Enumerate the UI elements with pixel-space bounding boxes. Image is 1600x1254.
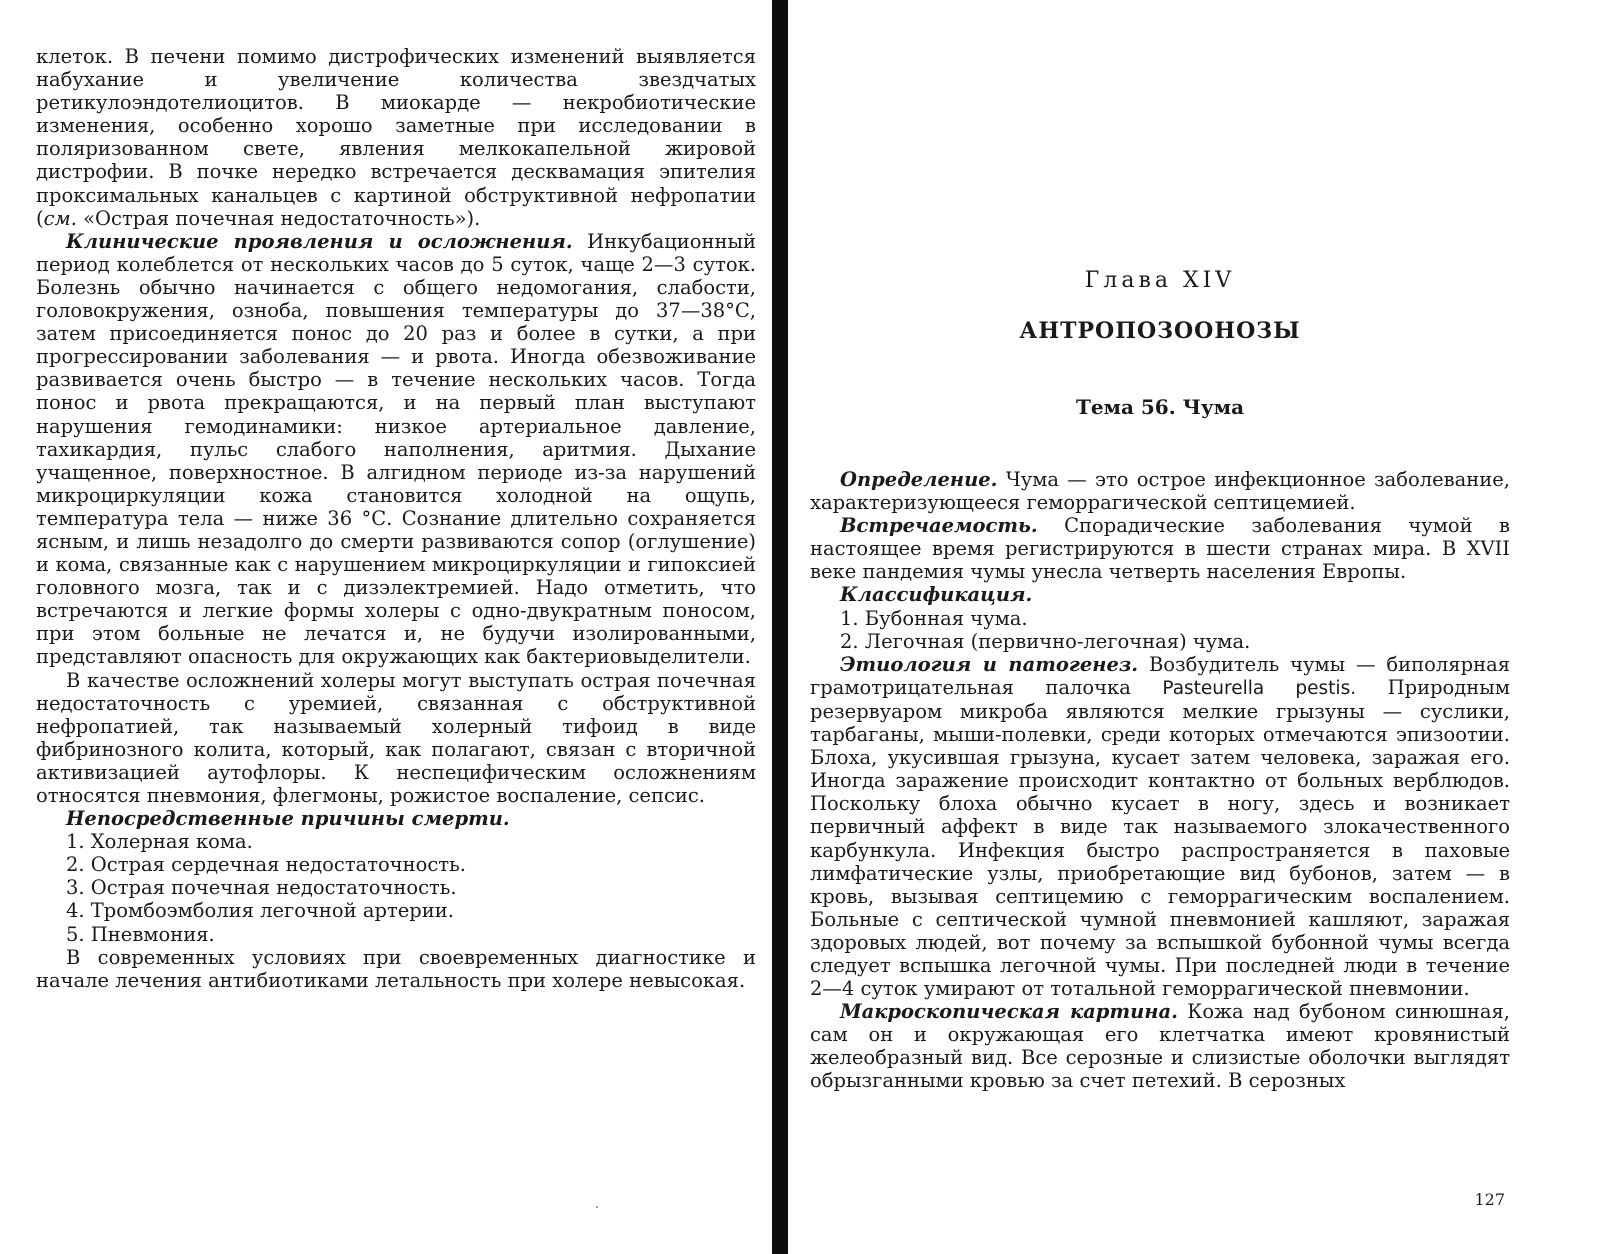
run-in-heading: Определение. bbox=[840, 468, 998, 491]
topic-title: Тема 56. Чума bbox=[1075, 395, 1245, 419]
paragraph-definition bbox=[810, 468, 1510, 514]
paragraph-liver-myocardium bbox=[36, 45, 756, 230]
run-in-heading: Классификация. bbox=[840, 583, 1033, 607]
right-text-column bbox=[810, 468, 1510, 1093]
book-gutter bbox=[772, 0, 788, 1254]
list-item: 5. Пневмония. bbox=[66, 922, 215, 946]
list-item: 2. Острая сердечная недостаточность. bbox=[66, 853, 466, 877]
see-reference: см. bbox=[43, 206, 77, 230]
paragraph-complications: В качестве осложнений холеры могут выступать острая почечная недостаточность с уремией, связанная с обструктивной нефропатией, так называемый холерный тифоид в виде фибринозного колита, который, как полагают, связан с вторичной активизацией аутофлоры. К неспецифическим осложнениям относятся пневмония, флегмоны, рожистое воспаление, сепсис. bbox=[36, 668, 756, 807]
right-page bbox=[790, 0, 1600, 1254]
list-item: 4. Тромбоэмболия легочной артерии. bbox=[66, 899, 454, 923]
left-page bbox=[0, 0, 770, 1254]
paragraph-occurrence bbox=[810, 514, 1510, 583]
paragraph-etiology bbox=[810, 653, 1510, 1000]
list-item: 3. Острая почечная недостаточность. bbox=[66, 876, 457, 900]
run-in-heading: Клинические проявления и осложнения. bbox=[66, 229, 573, 253]
paragraph-text: Возбудитель чумы — биполярная грамотрицательная палочка bbox=[810, 652, 1511, 699]
paragraph-macroscopic bbox=[810, 1000, 1510, 1092]
causes-heading bbox=[36, 807, 756, 830]
paragraph-text: Спорадические заболевания чумой в настоящее время регистрируются в шести странах мира. В XVII веке пандемия чумы унесла четверть населения Европы. bbox=[810, 514, 1510, 584]
list-item: 1. Холерная кома. bbox=[66, 830, 253, 854]
run-in-heading: Встречаемость. bbox=[840, 514, 1038, 538]
paragraph-text: Инкубационный период колеблется от нескольких часов до 5 суток, чаще 2—3 суток. Болезнь обычно начинается с общего недомогания, слабости, головокружения, озноба, повышения температуры до 37—38°С, затем присоединяется понос до 20 раз и более в сутки, а при прогрессировании заболевания — и рвота. Иногда обезвоживание развивается очень быстро — в течение нескольких часов. Тогда понос и рвота прекращаются, и на первый план выступают нарушения гемодинамики: низкое артериальное давление, тахикардия, пульс слабого наполнения, аритмия. Дыхание учащенное, поверхностное. В алгидном периоде из-за нарушений микроциркуляции кожа становится холодной на ощупь, температура тела — ниже 36 °С. Сознание длительно сохраняется ясным, и лишь незадолго до смерти развиваются сопор (оглушение) и кома, связанные как с нарушением микроциркуляции и гипоксией головного мозга, так и с дизэлектремией. Надо отметить, что встречаются и легкие формы холеры с одно-двукратным поносом, при этом больные не лечатся и, не будучи изолированными, представляют опасность для окружающих как бактериовыделители. bbox=[36, 229, 756, 669]
classification-heading bbox=[810, 583, 1510, 606]
run-in-heading: Непосредственные причины смерти. bbox=[66, 807, 510, 831]
paragraph-text: Природным резервуаром микроба являются мелкие грызуны — суслики, тарбаганы, мыши-полевки, среди которых отмечаются эпизоотии. Блоха, укусившая грызуна, кусает затем человека, заражая его. Иногда заражение происходит контактно от больных верблюдов. Поскольку блоха обычно кусает в ногу, здесь и возникает первичный аффект в виде так называемого злокачественного карбункула. Инфекция быстро распространяется в паховые лимфатические узлы, приобретающие вид бубонов, затем — в кровь, вызывая септицемию с геморрагическим воспалением. Больные с септической чумной пневмонией кашляют, заражая здоровых людей, вот почему за вспышкой бубонной чумы всегда следует вспышка легочной чумы. При последней люди в течение 2—4 суток умирают от тотальной геморрагической пневмонии. bbox=[810, 675, 1510, 1001]
list-item: 2. Легочная (первично-легочная) чума. bbox=[840, 629, 1251, 653]
paragraph-mortality: В современных условиях при своевременных диагностике и начале лечения антибиотиками летальность при холере невысокая. bbox=[36, 945, 756, 992]
scan-speck bbox=[596, 1206, 598, 1208]
chapter-title: АНТРОПОЗООНОЗЫ bbox=[1019, 318, 1301, 344]
page-number: 127 bbox=[1474, 1190, 1505, 1209]
chapter-number: Глава XIV bbox=[1084, 268, 1236, 293]
paragraph-clinical bbox=[36, 230, 756, 669]
paragraph-text: Чума — это острое инфекционное заболевание, характеризующееся геморрагической септицемией. bbox=[810, 468, 1510, 515]
left-text-column bbox=[36, 45, 756, 992]
paragraph-text: «Острая почечная недостаточность»). bbox=[76, 206, 481, 230]
latin-name: Pasteurella pestis. bbox=[1162, 677, 1357, 699]
run-in-heading: Этиология и патогенез. bbox=[840, 652, 1139, 676]
paragraph-text: Кожа над бубоном синюшная, сам он и окружающая его клетчатка имеют кровянистый желеобразный вид. Все серозные и слизистые оболочки выглядят обрызганными кровью за счет петехий. В серозных bbox=[810, 1000, 1510, 1093]
run-in-heading: Макроскопическая картина. bbox=[840, 1000, 1178, 1024]
paragraph-text: клеток. В печени помимо дистрофических изменений выявляется набухание и увеличение количества звездчатых ретикулоэндотелиоцитов. В миокарде — некробиотические изменения, особенно хорошо заметные при исследовании в поляризованном свете, явления мелкокапельной жировой дистрофии. В почке нередко встречается десквамация эпителия проксимальных канальцев с картиной обструктивной нефропатии ( bbox=[36, 45, 756, 230]
list-item: 1. Бубонная чума. bbox=[840, 606, 1028, 630]
